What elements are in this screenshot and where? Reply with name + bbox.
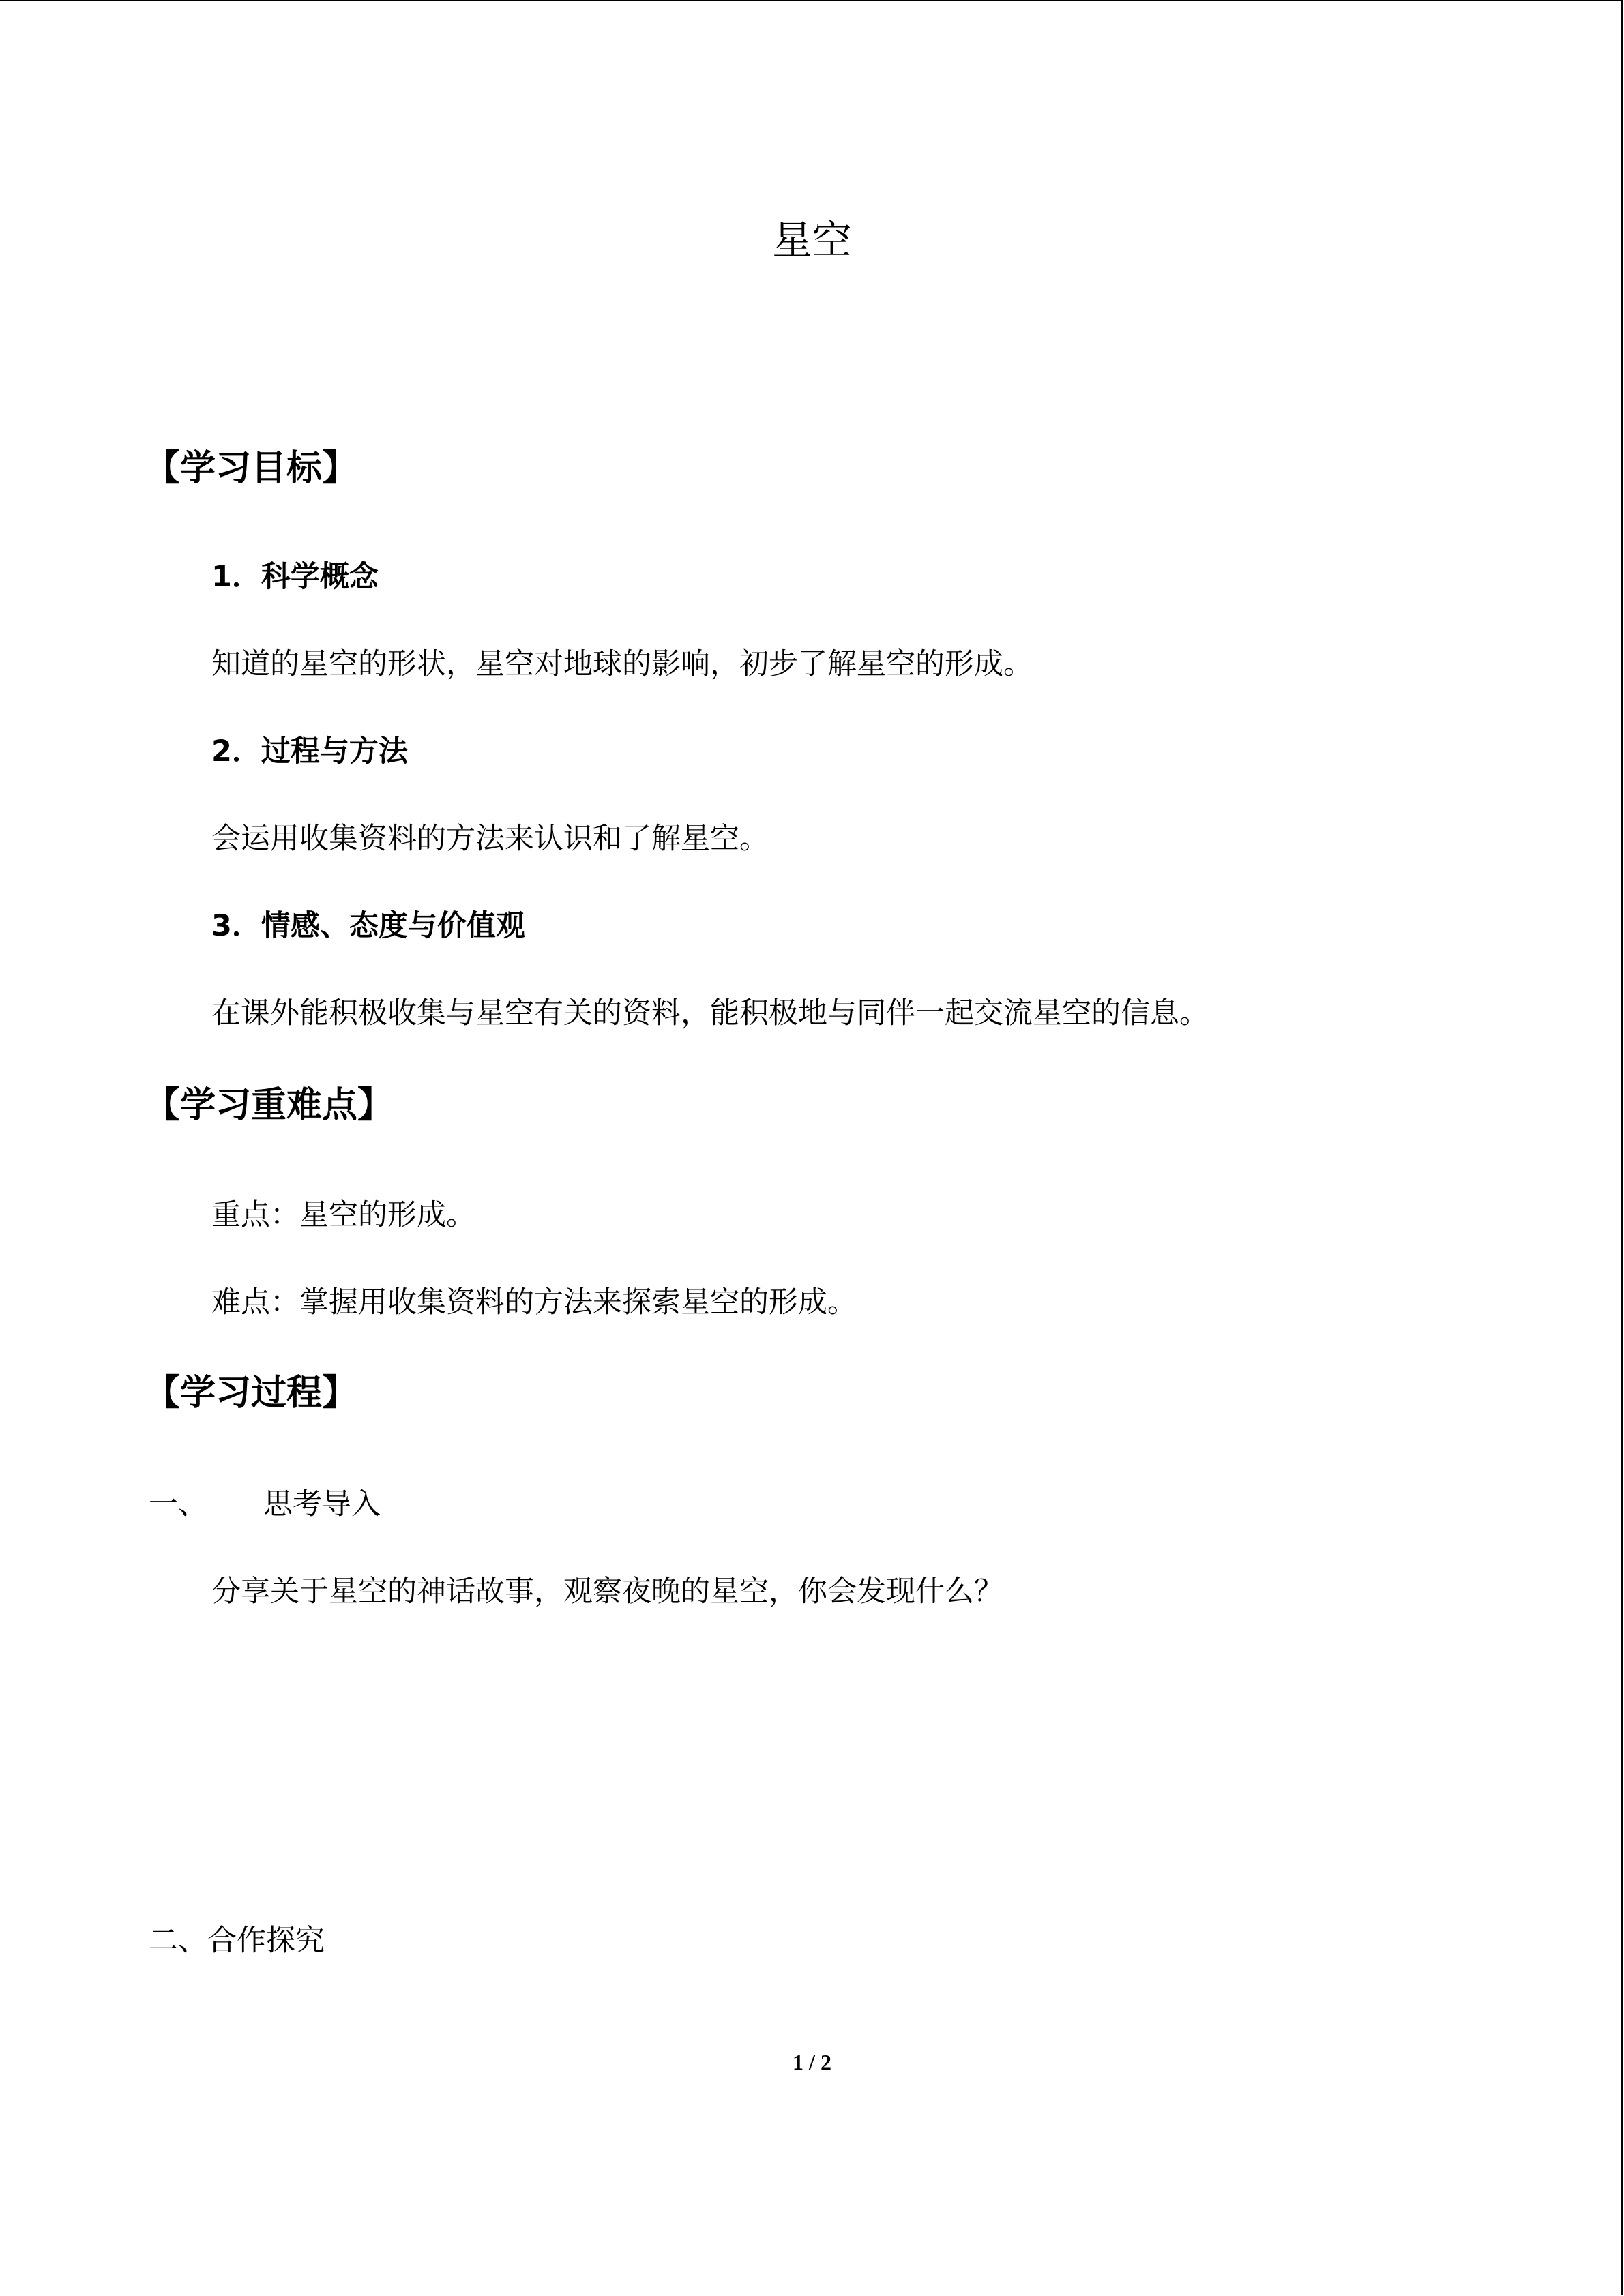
objective-2-heading: 2．过程与方法: [211, 734, 408, 769]
objective-2-text: 会运用收集资料的方法来认识和了解星空。: [211, 822, 769, 856]
objective-1-heading: 1．科学概念: [211, 560, 379, 594]
step-1-marker: 一、: [149, 1487, 207, 1521]
step-2-title: 二、合作探究: [149, 1924, 325, 1958]
objectives-heading: 【学习目标】: [145, 448, 358, 489]
process-heading: 【学习过程】: [145, 1373, 358, 1414]
key-point-difficulty: 难点：掌握用收集资料的方法来探索星空的形成。: [211, 1285, 857, 1320]
step-1-title: 思考导入: [263, 1487, 381, 1521]
document-title: 星空: [772, 217, 852, 263]
key-points-heading: 【学习重难点】: [145, 1085, 394, 1126]
objective-3-heading: 3．情感、态度与价值观: [211, 909, 525, 943]
objective-3-text: 在课外能积极收集与星空有关的资料，能积极地与同伴一起交流星空的信息。: [211, 996, 1209, 1030]
objective-1-text: 知道的星空的形状，星空对地球的影响，初步了解星空的形成。: [211, 647, 1033, 681]
step-1-text: 分享关于星空的神话故事，观察夜晚的星空，你会发现什么？: [211, 1575, 1003, 1609]
page-number: 1 / 2: [793, 2050, 831, 2074]
key-point-focus: 重点：星空的形成。: [211, 1198, 475, 1232]
